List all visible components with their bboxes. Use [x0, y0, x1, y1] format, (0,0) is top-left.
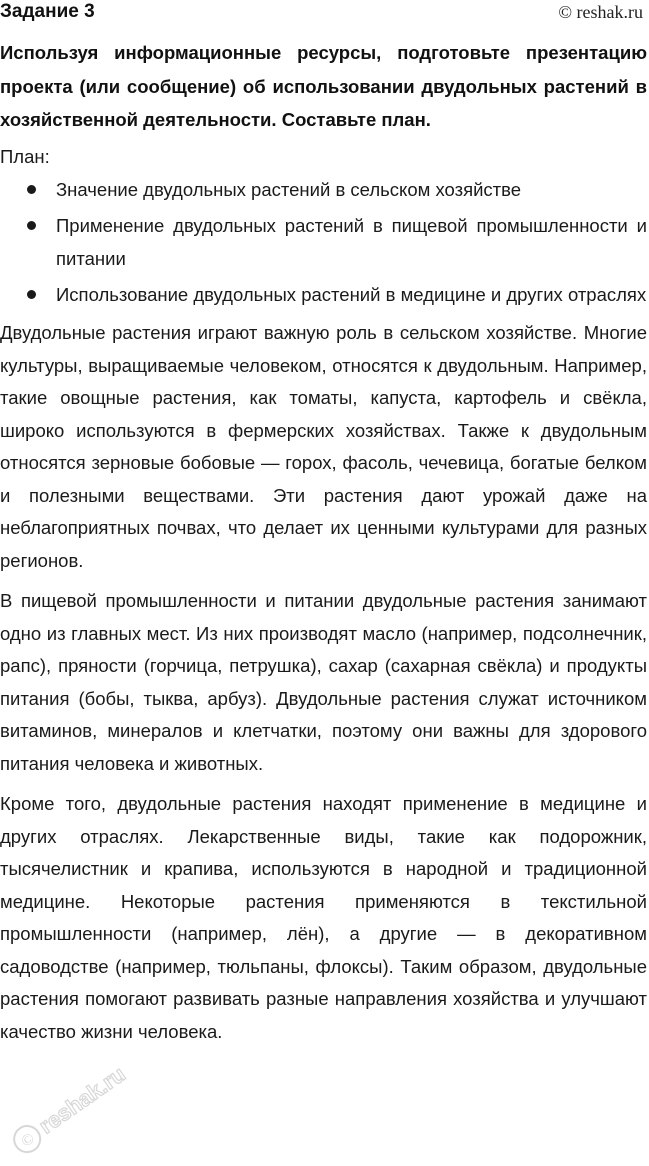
- paragraph-food-industry: В пищевой промышленности и питании двудольные растения занимают одно из главных мест. Из них производят масло (например, подсолнечник, рапс), пряности (горчица, петрушка), сахар (сахарная свёкла) и продукты питания (бобы, тыква, арбуз). Двудольные растения служат источником витаминов, минералов и клетчатки, поэтому они важны для здорового питания человека и животных.: [0, 590, 647, 774]
- task-question: Используя информационные ресурсы, подготовьте презентацию проекта (или сообщение) об использовании двудольных растений в хозяйственной деятельности. Составьте план.: [0, 42, 647, 130]
- watermark-text: reshak.ru: [34, 1061, 130, 1139]
- plan-item-text: Значение двудольных растений в сельском хозяйстве: [56, 179, 522, 200]
- plan-item-text: Применение двудольных растений в пищевой промышленности и питании: [56, 214, 647, 269]
- plan-label: План:: [0, 145, 50, 167]
- watermark-logo: [0, 1061, 130, 1166]
- plan-item-text: Использование двудольных растений в медицине и других отраслях: [56, 283, 647, 305]
- paragraph-agriculture: Двудольные растения играют важную роль в сельском хозяйстве. Многие культуры, выращиваемые человеком, относятся к двудольным. Например, такие овощные растения, как томаты, капуста, картофель и свёкла, широко используются в фермерских хозяйствах. Также к двудольным относятся зерновые бобовые — горох, фасоль, чечевица, богатые белком и полезными веществами. Эти растения дают урожай даже на неблагоприятных почвах, что делает их ценными культурами для разных регионов.: [0, 322, 647, 571]
- plan-item: [0, 173, 647, 207]
- document-body: [0, 36, 647, 1048]
- bullet-icon: [27, 221, 36, 230]
- plan-list: [0, 173, 647, 311]
- bullet-icon: [27, 185, 36, 194]
- plan-item: [0, 209, 647, 276]
- page-header: [0, 0, 649, 30]
- plan-item: [0, 278, 647, 312]
- task-title: Задание 3: [0, 1, 95, 22]
- svg-text:©: ©: [18, 1129, 38, 1151]
- source-label[interactable]: © reshak.ru: [558, 2, 643, 22]
- bullet-icon: [27, 290, 36, 299]
- paragraph-medicine: Кроме того, двудольные растения находят применение в медицине и других отраслях. Лекарственные виды, такие как подорожник, тысячелистник и крапива, используются в народной и традиционной медицине. Некоторые растения применяются в текстильной промышленности (например, лён), а другие — в декоративном садоводстве (например, тюльпаны, флоксы). Таким образом, двудольные растения помогают развивать разные направления хозяйства и улучшают качество жизни человека.: [0, 793, 647, 1042]
